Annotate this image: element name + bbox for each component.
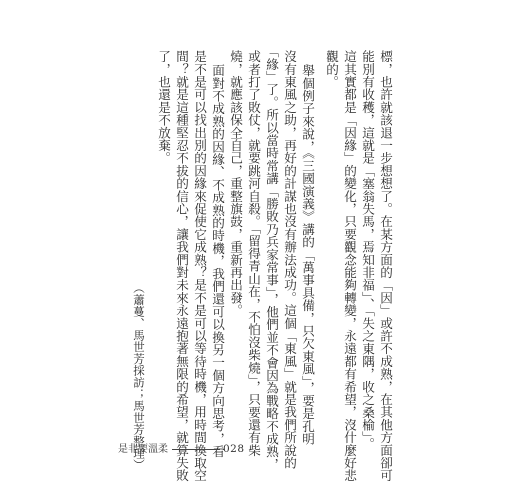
paragraph-line: 觀的。 (324, 50, 339, 89)
page-number: 028 (223, 443, 245, 455)
running-title: 是非要溫柔 (118, 444, 168, 455)
paragraph-line: 了，也還是不放棄。 (156, 50, 171, 165)
footer-rule (172, 449, 220, 450)
paragraph-line: 或者打了敗仗，就要跳河自殺。「留得青山在，不怕沒柴燒」，只要還有柴 (246, 50, 261, 457)
paragraph-line: 標，也許就該退一步想想了。在某方面的「因」或許不成熟，在其他方面卻可 (378, 50, 393, 482)
paragraph-line: 能別有收穫，這就是「塞翁失馬，焉知非福」、「失之東隅，收之桑榆」。 (360, 50, 375, 451)
paragraph-line: 是不是可以找出別的因緣來促使它成熟？是不是可以等待時機，用時間換取空 (192, 50, 207, 482)
paragraph-line: 燒，就應該保全自己，重整旗鼓，重新再出發。 (228, 50, 243, 317)
paragraph-line: 間？就是這種堅忍不拔的信心，讓我們對未來永遠抱著無限的希望，就算失敗 (174, 50, 189, 482)
interview-credit: （蕭蔓、馬世芳採訪；馬世芳整理） (132, 282, 146, 471)
paragraph-line: 面對不成熟的因緣、不成熟的時機，我們還可以換另一個方向思考，看 (210, 64, 225, 458)
paragraph-line: 這其實都是「因緣」的變化，只要觀念能夠轉變，永遠都有希望，沒什麼好悲 (342, 50, 357, 482)
paragraph-line: 沒有東風之助，再好的計謀也沒有辦法成功。這個「東風」就是我們所說的 (282, 50, 297, 470)
paragraph-line: 舉個例子來說，《三國演義》講的「萬事具備，只欠東風」，要是孔明 (300, 64, 315, 446)
paragraph-line: 「緣」了。所以當時常講「勝敗乃兵家常事」，他們並不會因為戰略不成熟， (264, 45, 279, 471)
page-footer (118, 440, 245, 455)
